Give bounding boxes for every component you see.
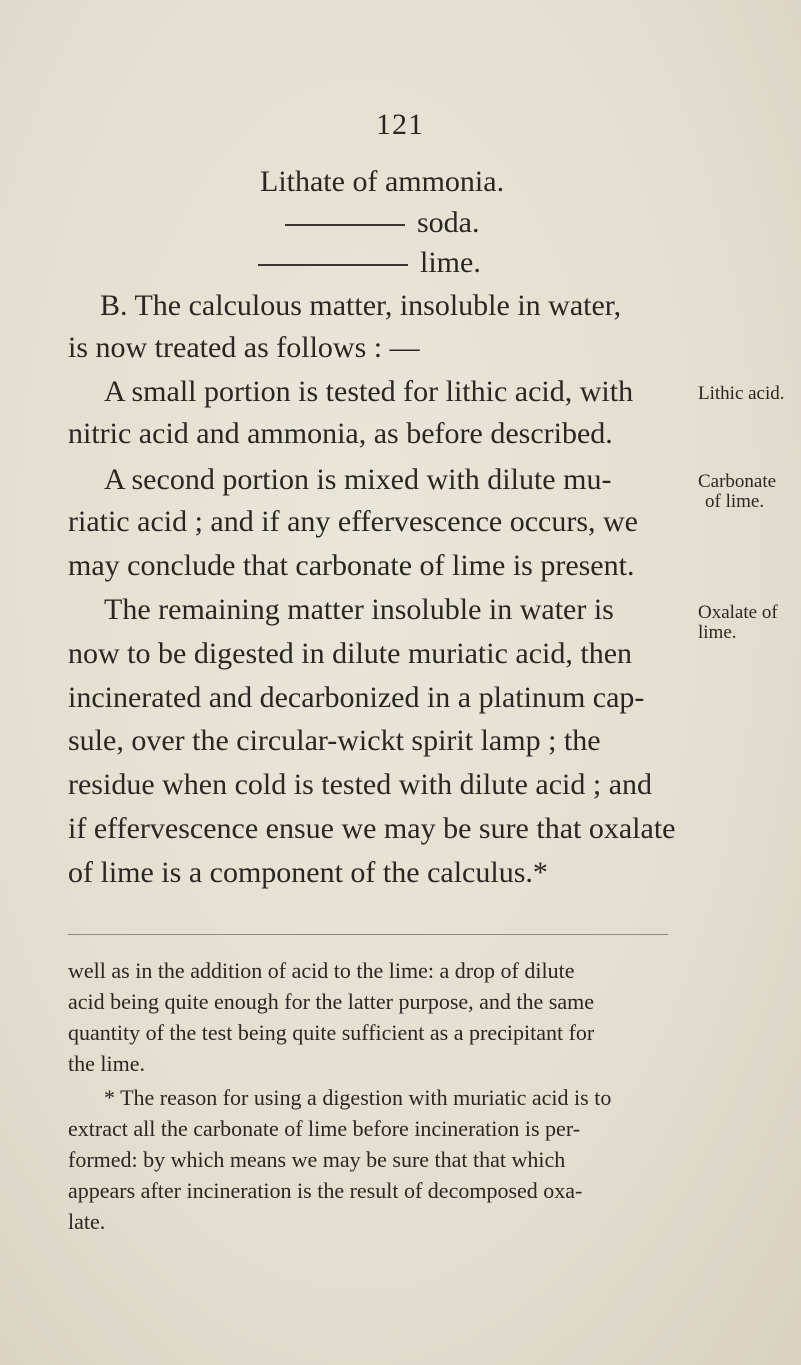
margin-note-lime: lime. xyxy=(698,622,737,643)
body-line: A small portion is tested for lithic acid, with xyxy=(104,375,634,408)
footnote-line: extract all the carbonate of lime before incineration is per- xyxy=(68,1116,581,1141)
footnote-line: well as in the addition of acid to the lime: a drop of dilute xyxy=(68,958,575,983)
body-line: A second portion is mixed with dilute mu- xyxy=(104,463,612,496)
body-line: now to be digested in dilute muriatic acid, then xyxy=(68,637,633,670)
margin-note-lithic-acid: Lithic acid. xyxy=(698,383,785,404)
page-number: 121 xyxy=(376,108,424,141)
body-line: may conclude that carbonate of lime is present. xyxy=(68,549,635,582)
body-line: sule, over the circular-wickt spirit lamp ; the xyxy=(68,724,601,757)
margin-note-of-lime: of lime. xyxy=(705,491,765,512)
margin-note-carbonate: Carbonate xyxy=(698,471,777,492)
body-line: riatic acid ; and if any effervescence occurs, we xyxy=(68,505,638,538)
body-line: of lime is a component of the calculus.* xyxy=(68,856,548,889)
footnote-line: late. xyxy=(68,1209,106,1234)
ditto-dash xyxy=(285,224,405,226)
body-line: B. The calculous matter, insoluble in water, xyxy=(100,289,622,322)
footnote-line: acid being quite enough for the latter purpose, and the same xyxy=(68,989,594,1014)
footnote-line: quantity of the test being quite sufficient as a precipitant for xyxy=(68,1020,595,1045)
heading-lime: lime. xyxy=(258,246,481,280)
footnote-divider xyxy=(68,934,668,935)
footnote-line: the lime. xyxy=(68,1051,145,1076)
ditto-dash xyxy=(258,264,408,266)
heading-soda: soda. xyxy=(285,206,480,240)
footnote-line: * The reason for using a digestion with muriatic acid is to xyxy=(104,1085,612,1110)
footnote-line: appears after incineration is the result of decomposed oxa- xyxy=(68,1178,583,1203)
body-line: The remaining matter insoluble in water is xyxy=(104,593,614,626)
heading-lithate-ammonia: Lithate of ammonia. xyxy=(260,165,505,198)
footnote-line: formed: by which means we may be sure that that which xyxy=(68,1147,566,1172)
body-line: nitric acid and ammonia, as before described. xyxy=(68,417,613,450)
margin-note-oxalate: Oxalate of xyxy=(698,602,778,623)
body-line: if effervescence ensue we may be sure that oxalate xyxy=(68,812,676,845)
body-line: incinerated and decarbonized in a platinum cap- xyxy=(68,681,645,714)
body-line: residue when cold is tested with dilute acid ; and xyxy=(68,768,653,801)
body-line: is now treated as follows : — xyxy=(68,331,420,364)
